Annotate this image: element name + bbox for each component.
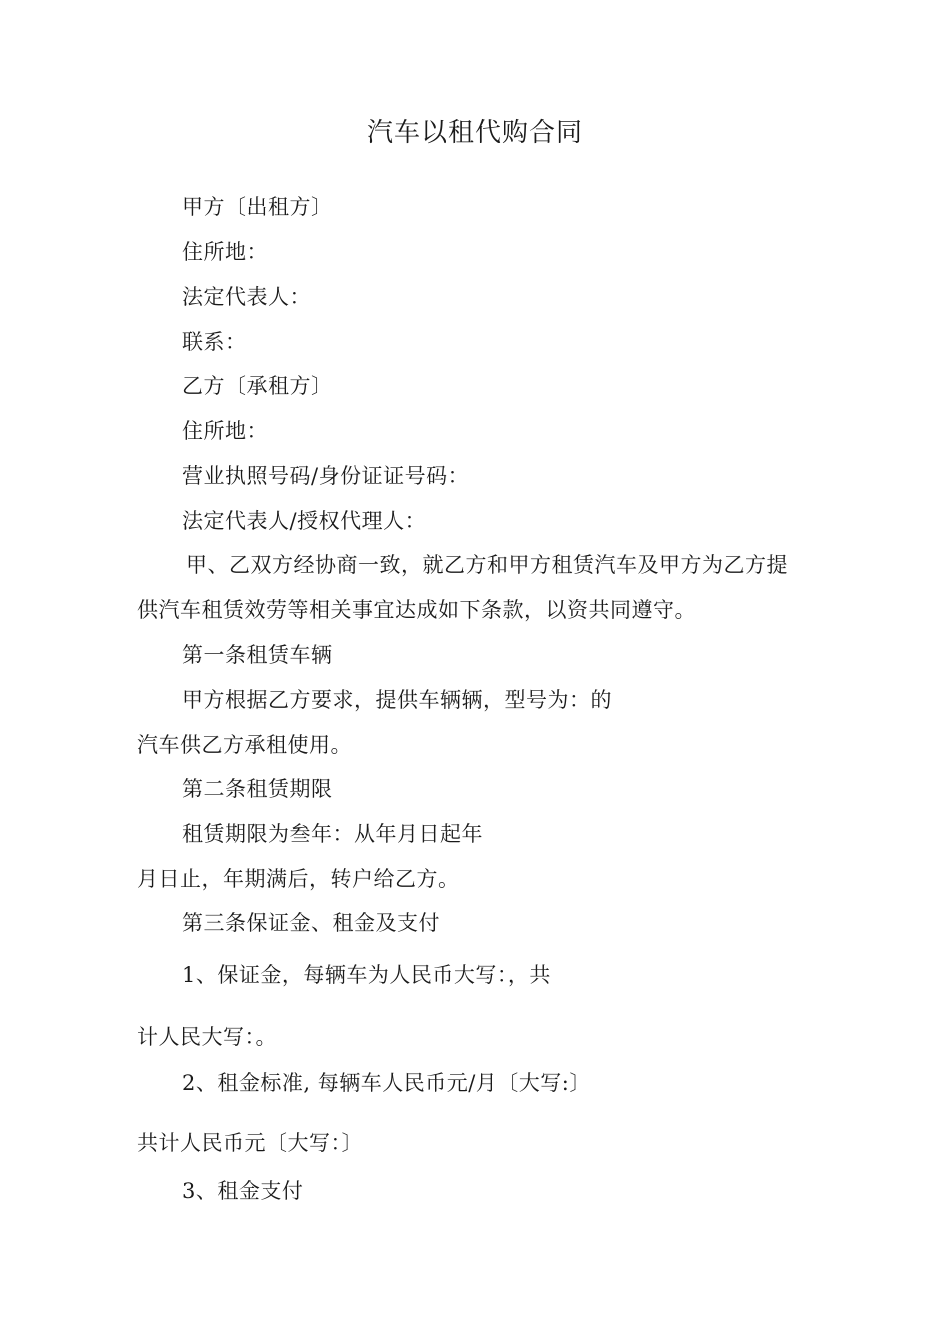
deposit-clause-line-2: 计人民大写：。 [137,1025,277,1049]
rent-payment-heading: 3、租金支付 [182,1179,304,1203]
party-b-address: 住所地： [182,419,268,443]
preamble-line-1: 甲、乙双方经协商一致，就乙方和甲方租赁汽车及甲方为乙方提 [186,553,788,577]
party-b-representative: 法定代表人/授权代理人： [182,509,427,533]
article-1-heading: 第一条租赁车辆 [182,643,333,667]
party-b-heading: 乙方〔承租方〕 [182,374,333,398]
deposit-clause-line-1: 1、保证金，每辆车为人民币大写：，共 [182,963,551,987]
article-1-line-1: 甲方根据乙方要求，提供车辆辆，型号为：的 [182,688,612,712]
preamble-line-2: 供汽车租赁效劳等相关事宜达成如下条款，以资共同遵守。 [137,598,696,622]
party-b-license-id: 营业执照号码/身份证证号码： [182,464,470,488]
party-a-representative: 法定代表人： [182,285,311,309]
article-2-line-1: 租赁期限为叁年：从年月日起年 [182,822,483,846]
party-a-contact: 联系： [182,330,247,354]
rent-standard-line-1: 2、租金标准, 每辆车人民币元/月〔大写:〕 [182,1071,591,1095]
party-a-address: 住所地： [182,240,268,264]
party-a-heading: 甲方〔出租方〕 [182,195,333,219]
article-3-heading: 第三条保证金、租金及支付 [182,911,440,935]
document-title: 汽车以租代购合同 [366,118,583,148]
rent-standard-line-2: 共计人民币元〔大写：〕 [137,1131,363,1155]
article-1-line-2: 汽车供乙方承租使用。 [137,733,352,757]
article-2-heading: 第二条租赁期限 [182,777,333,801]
article-2-line-2: 月日止，年期满后，转户给乙方。 [137,867,460,891]
